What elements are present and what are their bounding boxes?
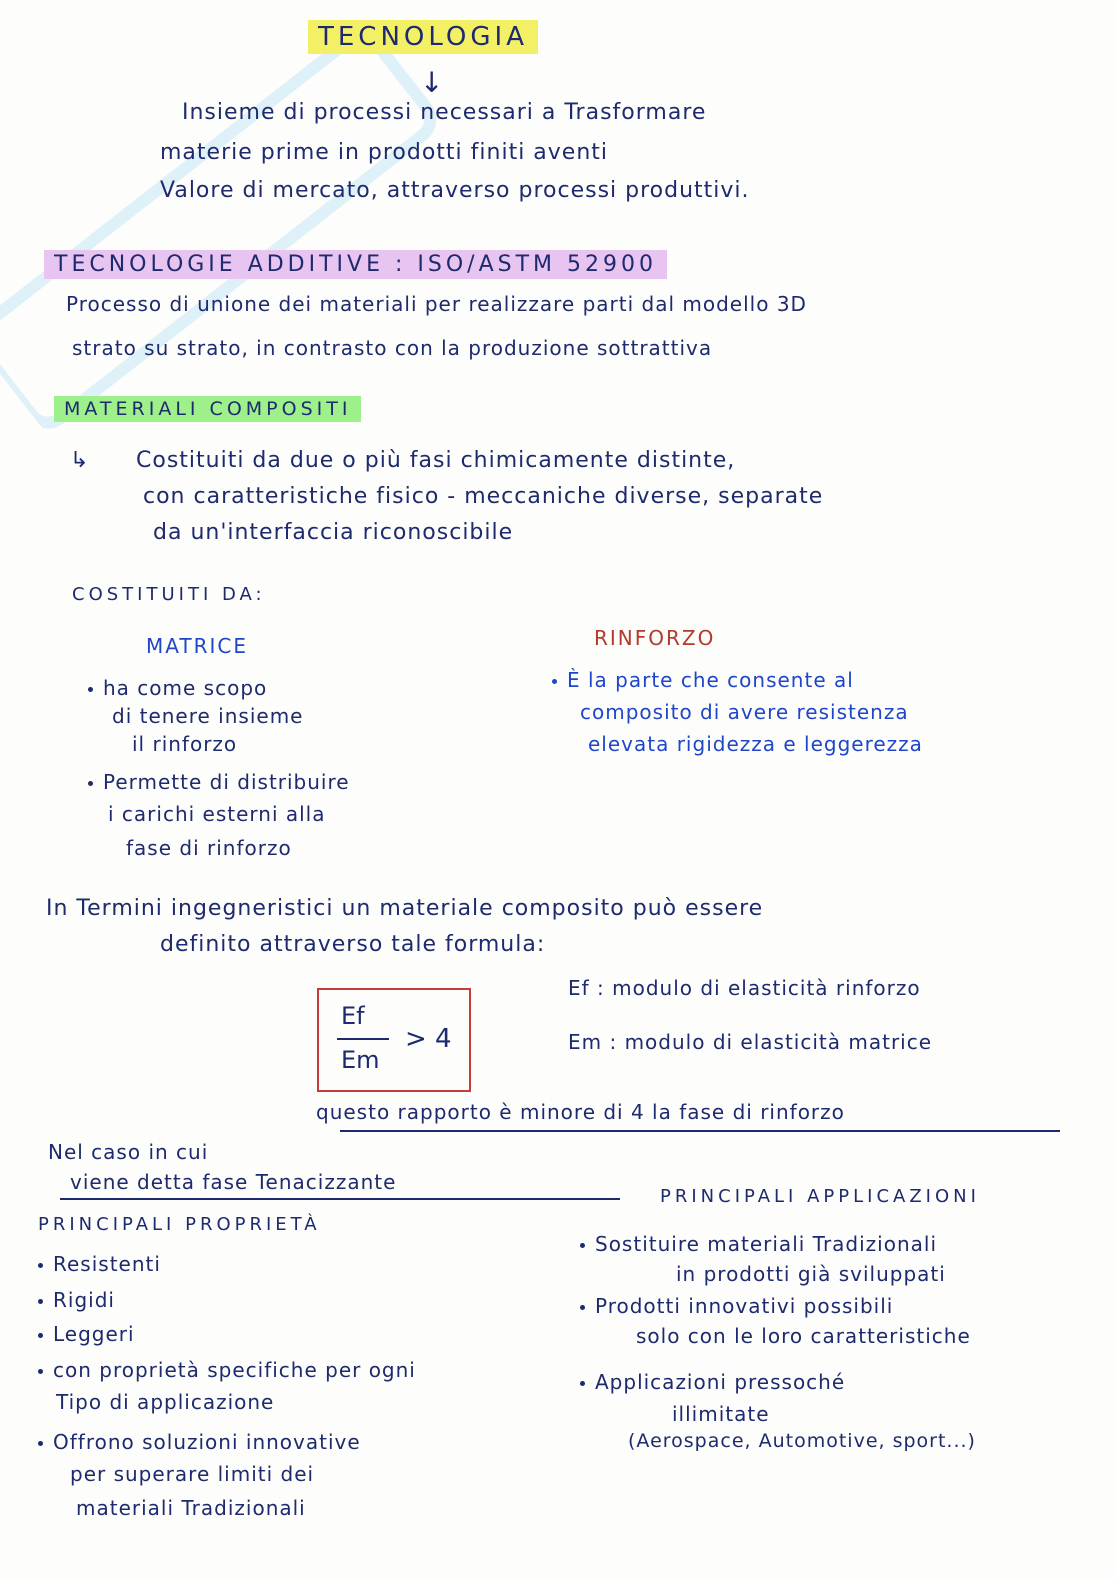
bullet-dot	[38, 1333, 43, 1338]
rinforzo-title: RINFORZO	[594, 626, 716, 650]
matrice-title: MATRICE	[146, 634, 248, 658]
bullet-dot	[580, 1305, 585, 1310]
additive-line-1: Processo di unione dei materiali per realizzare parti dal modello 3D	[66, 292, 807, 316]
application-item-3-line-2: illimitate	[672, 1402, 770, 1426]
arrow-right-icon: ↳	[70, 448, 90, 473]
properties-title: PRINCIPALI PROPRIETÀ	[38, 1214, 321, 1235]
engineering-line-2: definito attraverso tale formula:	[160, 932, 546, 957]
application-item-2-line-2: solo con le loro caratteristiche	[636, 1324, 971, 1348]
definition-line-3: Valore di mercato, attraverso processi produttivi.	[160, 178, 750, 203]
additive-heading: TECNOLOGIE ADDITIVE : ISO/ASTM 52900	[44, 252, 667, 277]
bullet-dot	[88, 687, 93, 692]
property-item-4: con proprietà specifiche per ogni	[38, 1358, 416, 1382]
rinforzo-bullet-1: È la parte che consente al	[552, 668, 854, 692]
definition-line-1: Insieme di processi necessari a Trasformare	[182, 100, 707, 125]
definition-line-2: materie prime in prodotti finiti aventi	[160, 140, 609, 165]
application-item-1: Sostituire materiali Tradizionali	[580, 1232, 937, 1256]
property-item-1: Resistenti	[38, 1252, 161, 1276]
engineering-line-1: In Termini ingegneristici un materiale composito può essere	[46, 896, 764, 921]
page-title: TECNOLOGIA	[308, 22, 538, 52]
arrow-down-icon: ↓	[420, 66, 444, 99]
rinforzo-line-3: elevata rigidezza e leggerezza	[588, 732, 923, 756]
matrice-bullet-2-line-2: i carichi esterni alla	[108, 802, 326, 826]
fraction-bar	[337, 1038, 389, 1040]
formula-denominator: Em	[341, 1046, 380, 1074]
bullet-dot	[38, 1441, 43, 1446]
note-line-3: viene detta fase Tenacizzante	[70, 1170, 397, 1194]
bullet-dot	[38, 1299, 43, 1304]
property-item-5-line-3: materiali Tradizionali	[76, 1496, 306, 1520]
bullet-dot	[580, 1381, 585, 1386]
constituted-by-label: COSTITUITI DA:	[72, 584, 266, 605]
composites-line-1: Costituiti da due o più fasi chimicamente distinte,	[136, 448, 736, 473]
matrice-bullet-2-line-3: fase di rinforzo	[126, 836, 292, 860]
bullet-dot	[580, 1243, 585, 1248]
property-item-3: Leggeri	[38, 1322, 135, 1346]
bullet-dot	[38, 1369, 43, 1374]
legend-em: Em : modulo di elasticità matrice	[568, 1030, 933, 1054]
note-line-1: questo rapporto è minore di 4 la fase di rinforzo	[316, 1100, 845, 1124]
formula-numerator: Ef	[341, 1002, 365, 1030]
bullet-dot	[552, 679, 557, 684]
composites-line-3: da un'interfaccia riconoscibile	[153, 520, 514, 545]
matrice-bullet-1-line-3: il rinforzo	[132, 732, 238, 756]
applications-title: PRINCIPALI APPLICAZIONI	[660, 1186, 980, 1207]
bullet-dot	[38, 1263, 43, 1268]
property-item-5-line-2: per superare limiti dei	[70, 1462, 315, 1486]
property-item-2: Rigidi	[38, 1288, 115, 1312]
matrice-bullet-1-line-2: di tenere insieme	[112, 704, 304, 728]
matrice-bullet-1: ha come scopo	[88, 676, 267, 700]
legend-ef: Ef : modulo di elasticità rinforzo	[568, 976, 921, 1000]
matrice-bullet-2: Permette di distribuire	[88, 770, 350, 794]
note-underline-1	[340, 1130, 1060, 1132]
note-underline-2	[60, 1198, 620, 1200]
application-item-1-line-2: in prodotti già sviluppati	[676, 1262, 946, 1286]
application-item-3-line-3: (Aerospace, Automotive, sport...)	[628, 1430, 976, 1452]
formula-box	[317, 988, 471, 1092]
formula-relation: > 4	[405, 1024, 452, 1054]
rinforzo-line-2: composito di avere resistenza	[580, 700, 909, 724]
note-line-2: Nel caso in cui	[48, 1140, 209, 1164]
additive-line-2: strato su strato, in contrasto con la produzione sottrattiva	[72, 336, 713, 360]
property-item-4-line-2: Tipo di applicazione	[56, 1390, 275, 1414]
property-item-5: Offrono soluzioni innovative	[38, 1430, 361, 1454]
bullet-dot	[88, 781, 93, 786]
composites-heading: MATERIALI COMPOSITI	[54, 398, 361, 420]
application-item-2: Prodotti innovativi possibili	[580, 1294, 893, 1318]
composites-line-2: con caratteristiche fisico - meccaniche diverse, separate	[143, 484, 824, 509]
application-item-3: Applicazioni pressoché	[580, 1370, 845, 1394]
